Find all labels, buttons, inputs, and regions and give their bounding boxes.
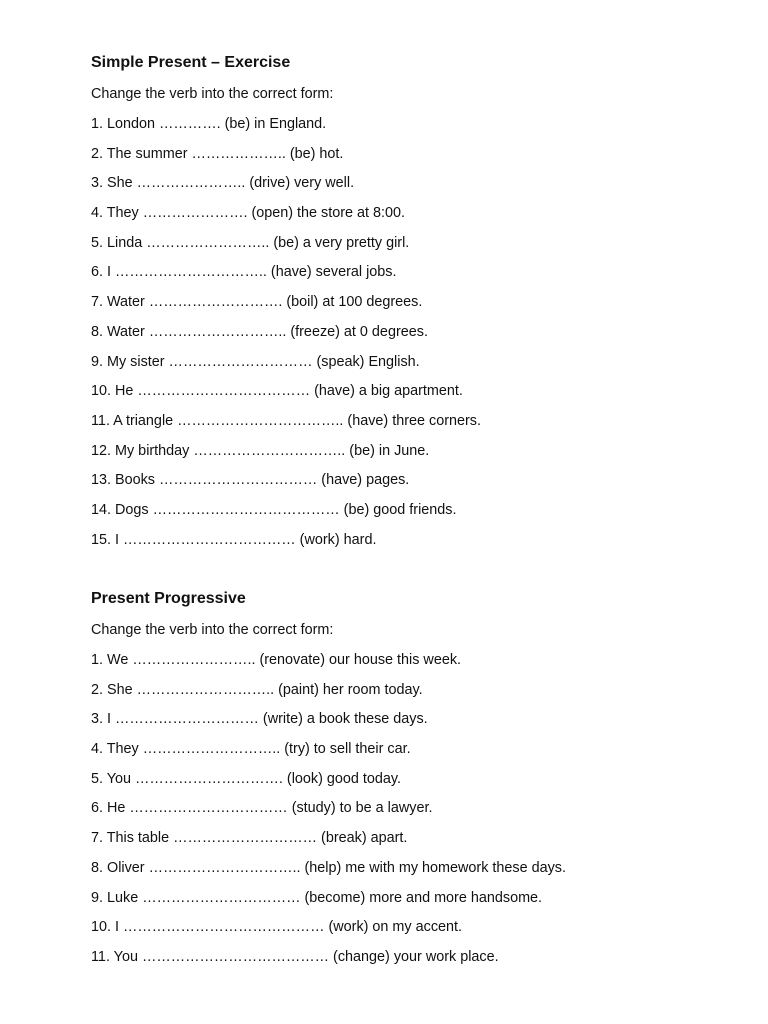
exercise-list: [91, 115, 731, 549]
exercise-item: 11. You ………………………………… (change) your work place.: [91, 948, 499, 965]
exercise-item: 2. She ……………………….. (paint) her room today.: [91, 681, 423, 698]
exercise-item: 4. They …………………. (open) the store at 8:00.: [91, 205, 406, 222]
simple-present-section: [91, 53, 731, 560]
exercise-item: 9. Luke …………………………… (become) more and more handsome.: [91, 889, 543, 906]
exercise-item: 8. Oliver ………………………….. (help) me with my homework these days.: [91, 859, 567, 876]
exercise-item: 6. I ………………………….. (have) several jobs.: [91, 264, 397, 281]
exercise-item: 3. I ………………………… (write) a book these days.: [91, 711, 428, 728]
exercise-item: 9. My sister ………………………… (speak) English.: [91, 353, 420, 370]
exercise-item: 4. They ……………………….. (try) to sell their car.: [91, 741, 411, 758]
exercise-item: 13. Books …………………………… (have) pages.: [91, 472, 410, 489]
present-progressive-section: [91, 589, 731, 978]
exercise-item: 12. My birthday ………………………….. (be) in June.: [91, 442, 430, 459]
exercise-item: 5. You …………………………. (look) good today.: [91, 770, 402, 787]
exercise-item: 7. This table ………………………… (break) apart.: [91, 830, 408, 847]
exercise-item: 10. He ……………………………… (have) a big apartment.: [91, 383, 463, 400]
exercise-item: 1. We …………………….. (renovate) our house this week.: [91, 652, 462, 668]
exercise-item: 7. Water ………………………. (boil) at 100 degrees.: [91, 294, 423, 311]
section-heading: Simple Present – Exercise: [91, 54, 291, 71]
exercise-item: 3. She ………………….. (drive) very well.: [91, 175, 355, 192]
section-heading: Present Progressive: [91, 590, 246, 607]
exercise-list: [91, 651, 731, 966]
exercise-item: 6. He …………………………… (study) to be a lawyer.: [91, 800, 433, 817]
exercise-item: 5. Linda …………………….. (be) a very pretty girl.: [91, 234, 410, 251]
section-instruction: Change the verb into the correct form:: [91, 622, 334, 638]
exercise-item: 11. A triangle …………………………….. (have) three corners.: [91, 412, 481, 429]
exercise-item: 8. Water ……………………….. (freeze) at 0 degrees.: [91, 323, 428, 340]
exercise-item: 15. I ……………………………… (work) hard.: [91, 531, 377, 548]
exercise-item: 1. London …………. (be) in England.: [91, 116, 327, 132]
exercise-item: 10. I …………………………………… (work) on my accent.: [91, 919, 463, 936]
exercise-item: 2. The summer ……………….. (be) hot.: [91, 145, 344, 162]
exercise-item: 14. Dogs ………………………………… (be) good friends.: [91, 501, 457, 518]
section-instruction: Change the verb into the correct form:: [91, 86, 334, 102]
